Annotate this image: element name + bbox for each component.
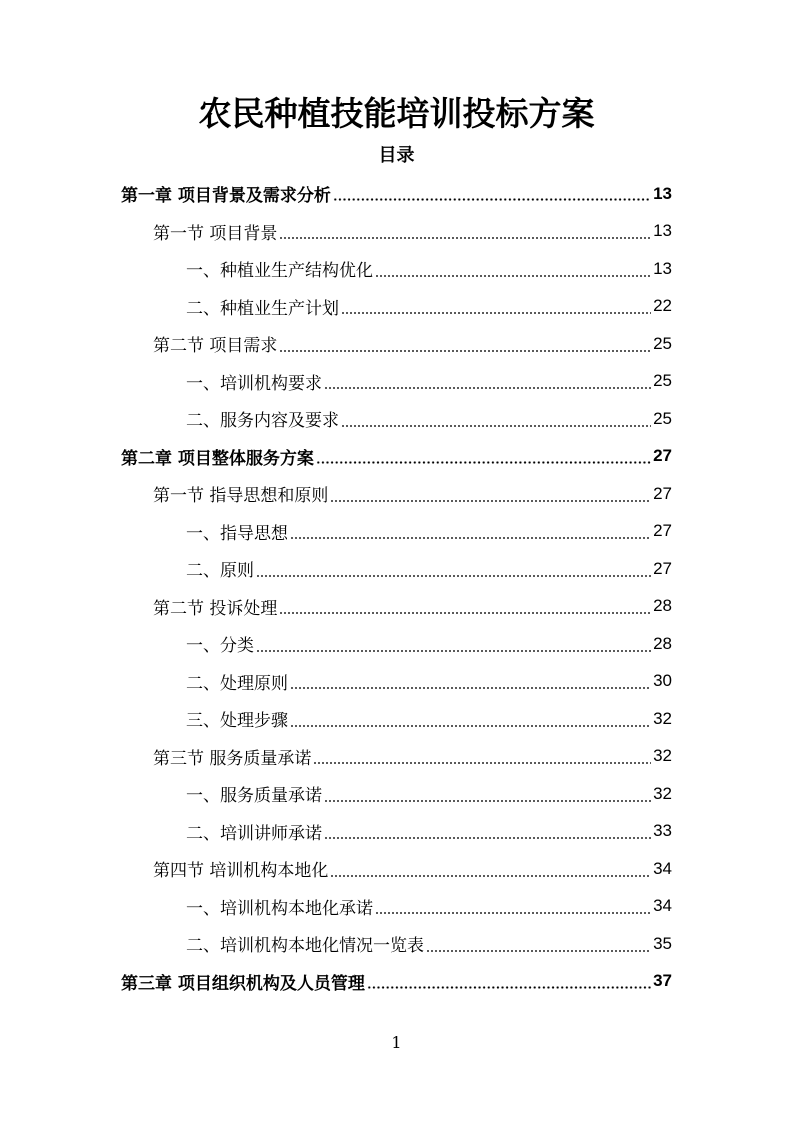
toc-page-number: 27 — [653, 558, 672, 578]
toc-label: 第一节 项目背景 — [153, 223, 278, 244]
toc-leader — [313, 762, 651, 764]
toc-label: 二、培训讲师承诺 — [186, 823, 322, 844]
toc-leader — [324, 387, 651, 389]
toc-section[interactable] — [153, 213, 672, 250]
toc-page-number: 32 — [653, 746, 672, 765]
toc-page-number: 22 — [653, 296, 672, 315]
toc-page-number: 27 — [653, 521, 672, 540]
toc-label: 二、培训机构本地化情况一览表 — [186, 936, 424, 956]
toc-page-number: 28 — [653, 596, 672, 615]
toc-label: 二、原则 — [186, 561, 254, 581]
toc-leader — [330, 500, 651, 502]
toc-section[interactable] — [153, 588, 672, 625]
toc-leader — [341, 312, 651, 314]
toc-label: 一、种植业生产结构优化 — [186, 261, 373, 281]
toc-leader — [256, 650, 651, 652]
toc-heading: 目录 — [378, 145, 415, 166]
toc-leader — [256, 575, 651, 577]
toc-label: 第三节 服务质量承诺 — [153, 748, 312, 769]
toc-page-number: 34 — [653, 858, 672, 878]
toc-page-number: 32 — [653, 708, 672, 728]
toc-page-number: 13 — [653, 258, 672, 278]
document-title: 农民种植技能培训投标方案 — [198, 94, 595, 133]
toc-leader — [316, 461, 651, 464]
toc-chapter-1[interactable] — [121, 175, 672, 212]
toc-label: 二、种植业生产计划 — [186, 298, 339, 319]
toc-page-number: 28 — [653, 633, 672, 653]
toc-leader — [279, 237, 651, 239]
toc-leader — [333, 198, 651, 201]
toc-section[interactable] — [153, 738, 672, 775]
toc-leader — [324, 837, 651, 839]
toc-leader — [324, 800, 651, 802]
toc-label: 第一节 指导思想和原则 — [153, 486, 329, 506]
toc-label: 第二节 投诉处理 — [153, 598, 278, 619]
toc-subsection[interactable] — [186, 813, 672, 850]
toc-subsection[interactable] — [186, 363, 672, 400]
toc-subsection[interactable] — [186, 250, 672, 287]
toc-leader — [290, 687, 651, 689]
toc-leader — [375, 275, 651, 277]
toc-label: 第四节 培训机构本地化 — [153, 861, 329, 881]
toc-leader — [279, 350, 651, 352]
toc-leader — [367, 986, 651, 989]
toc-leader — [341, 425, 651, 427]
toc-subsection[interactable] — [186, 663, 672, 700]
toc-page-number: 25 — [653, 408, 672, 428]
toc-subsection[interactable] — [186, 550, 672, 587]
toc-page-number: 13 — [653, 221, 672, 240]
toc-label: 第三章 项目组织机构及人员管理 — [121, 973, 365, 994]
toc-chapter-3[interactable] — [121, 963, 672, 1000]
toc-subsection[interactable] — [186, 288, 672, 325]
toc-page-number: 34 — [653, 896, 672, 915]
toc-page-number: 32 — [653, 783, 672, 803]
toc-label: 三、处理步骤 — [186, 711, 288, 731]
toc-label: 第二章 项目整体服务方案 — [121, 448, 314, 469]
toc-label: 二、处理原则 — [186, 673, 288, 694]
toc-subsection[interactable] — [186, 925, 672, 962]
toc-subsection[interactable] — [186, 775, 672, 812]
toc-subsection[interactable] — [186, 625, 672, 662]
toc-leader — [375, 912, 651, 914]
toc-leader — [279, 612, 651, 614]
toc-leader — [330, 875, 651, 877]
toc-chapter-2[interactable] — [121, 438, 672, 475]
page-number: 1 — [391, 1033, 402, 1052]
toc-page-number: 25 — [653, 333, 672, 353]
toc-label: 一、培训机构本地化承诺 — [186, 898, 373, 919]
toc-page-number: 13 — [653, 183, 672, 203]
toc-label: 第二节 项目需求 — [153, 336, 278, 356]
toc-label: 一、培训机构要求 — [186, 373, 322, 394]
toc-leader — [426, 950, 651, 952]
toc-subsection[interactable] — [186, 700, 672, 737]
toc-label: 一、服务质量承诺 — [186, 786, 322, 806]
toc-label: 二、服务内容及要求 — [186, 411, 339, 431]
toc-section[interactable] — [153, 475, 672, 512]
toc-leader — [290, 537, 651, 539]
toc-label: 第一章 项目背景及需求分析 — [121, 186, 331, 206]
toc-page-number: 25 — [653, 371, 672, 390]
toc-page-number: 37 — [653, 971, 672, 990]
toc-label: 一、指导思想 — [186, 523, 288, 544]
toc-leader — [290, 725, 651, 727]
toc-page-number: 35 — [653, 933, 672, 953]
toc-section[interactable] — [153, 850, 672, 887]
toc-page-number: 33 — [653, 821, 672, 840]
toc-subsection[interactable] — [186, 888, 672, 925]
toc-page-number: 27 — [653, 483, 672, 503]
toc-page-number: 27 — [653, 446, 672, 465]
toc-subsection[interactable] — [186, 400, 672, 437]
toc-section[interactable] — [153, 325, 672, 362]
toc-subsection[interactable] — [186, 513, 672, 550]
toc-page-number: 30 — [653, 671, 672, 690]
toc-label: 一、分类 — [186, 636, 254, 656]
